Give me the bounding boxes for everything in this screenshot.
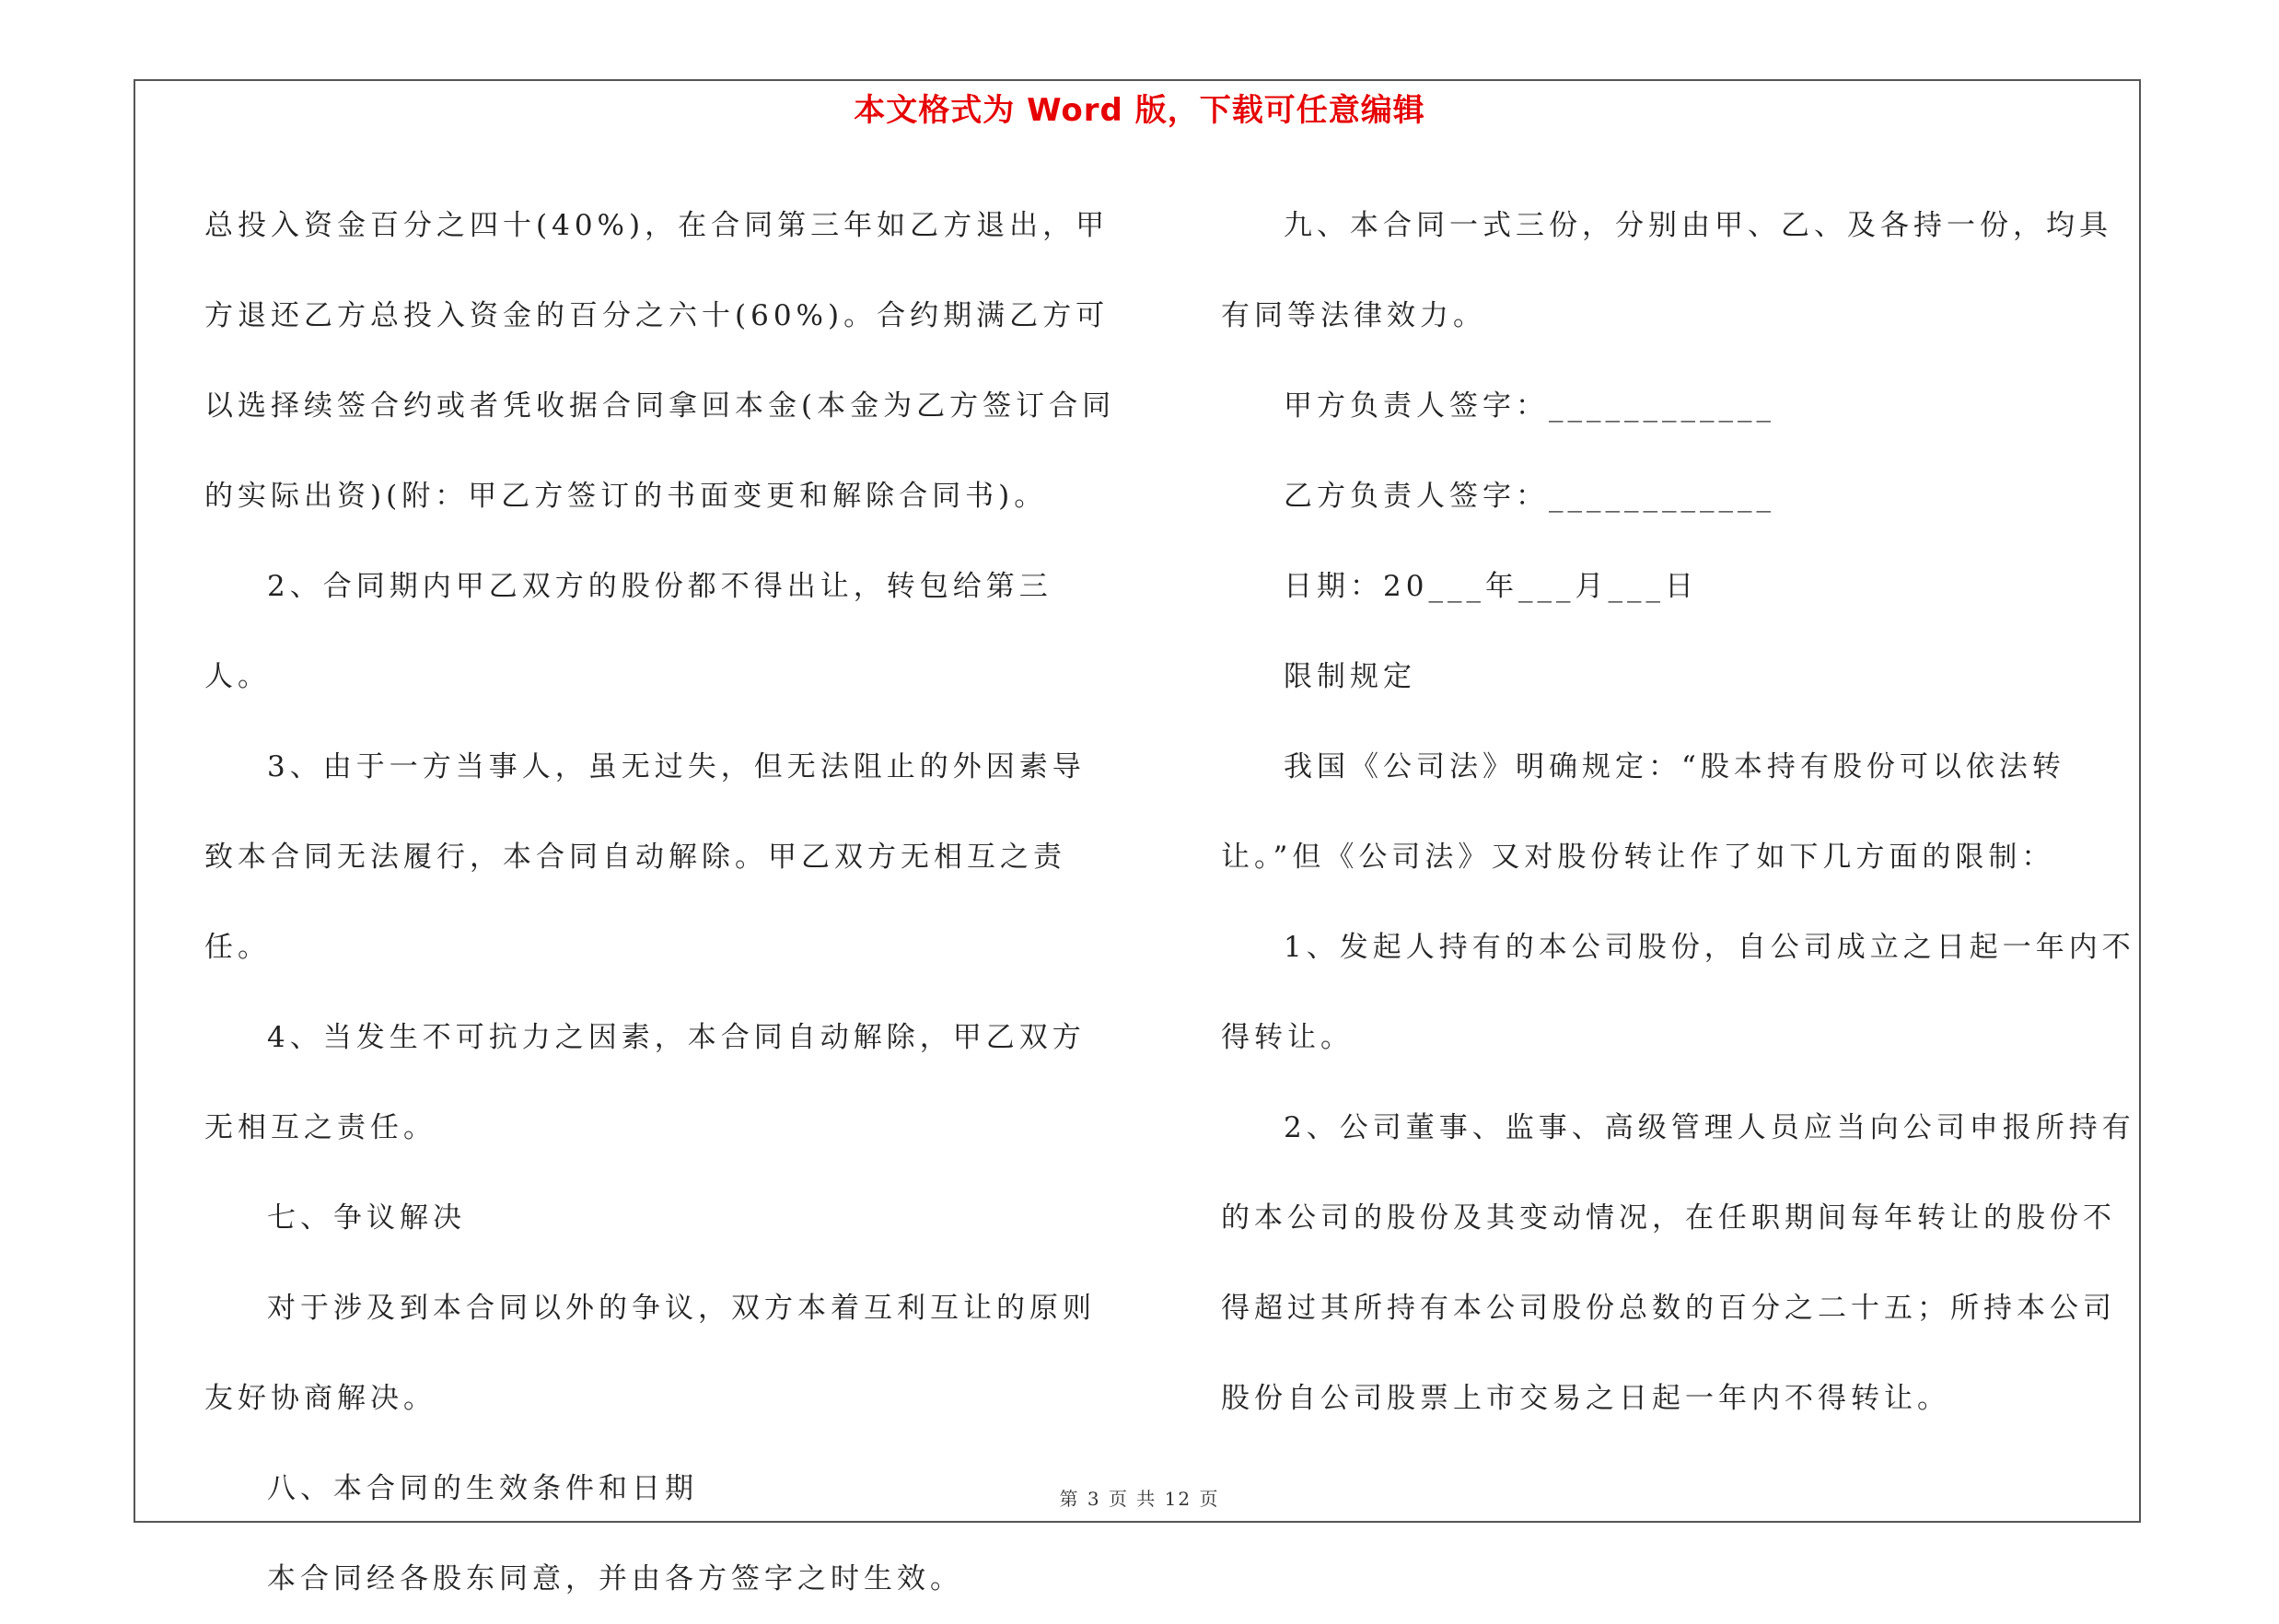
page-number-footer: 第 3 页 共 12 页 [1059, 1488, 1220, 1510]
paragraph: 2、公司董事、监事、高级管理人员应当向公司申报所持有的本公司的股份及其变动情况，在任职期间每年转让的股份不得超过其所持有本公司股份总数的百分之二十五；所持本公司股份自公司股票上市交易之日起一年内不得转让。 [1221, 1111, 2135, 1415]
signature-line-party-a: 甲方负责人签字：____________ [1284, 389, 1775, 423]
paragraph: 本合同经各股东同意，并由各方签字之时生效。 [267, 1562, 963, 1595]
paragraph: 2、合同期内甲乙双方的股份都不得出让，转包给第三人。 [204, 570, 1052, 693]
paragraph: 4、当发生不可抗力之因素，本合同自动解除，甲乙双方无相互之责任。 [204, 1021, 1086, 1144]
paragraph: 1、发起人持有的本公司股份，自公司成立之日起一年内不得转让。 [1221, 931, 2135, 1054]
section-heading: 七、争议解决 [267, 1201, 466, 1235]
section-heading: 八、本合同的生效条件和日期 [267, 1472, 698, 1505]
section-heading: 限制规定 [1284, 660, 1416, 693]
right-text-column [1221, 180, 2142, 1444]
paragraph: 3、由于一方当事人，虽无过失，但无法阻止的外因素导致本合同无法履行，本合同自动解除。甲乙双方无相互之责任。 [204, 750, 1086, 964]
date-line: 日期：20___年___月___日 [1284, 570, 1698, 603]
editable-notice-banner: 本文格式为 Word 版，下载可任意编辑 [854, 92, 1425, 129]
paragraph: 九、本合同一式三份，分别由甲、乙、及各持一份，均具有同等法律效力。 [1221, 209, 2112, 332]
left-text-column [204, 180, 1116, 1624]
paragraph: 对于涉及到本合同以外的争议，双方本着互利互让的原则友好协商解决。 [204, 1292, 1096, 1415]
paragraph: 我国《公司法》明确规定：“股本持有股份可以依法转让。”但《公司法》又对股份转让作了如下几方面的限制： [1221, 750, 2065, 874]
paragraph: 总投入资金百分之四十(40%)，在合同第三年如乙方退出，甲方退还乙方总投入资金的百分之六十(60%)。合约期满乙方可以选择续签合约或者凭收据合同拿回本金(本金为乙方签订合同的实际出资)(附：甲乙方签订的书面变更和解除合同书)。 [204, 209, 1116, 513]
signature-line-party-b: 乙方负责人签字：____________ [1284, 480, 1775, 513]
